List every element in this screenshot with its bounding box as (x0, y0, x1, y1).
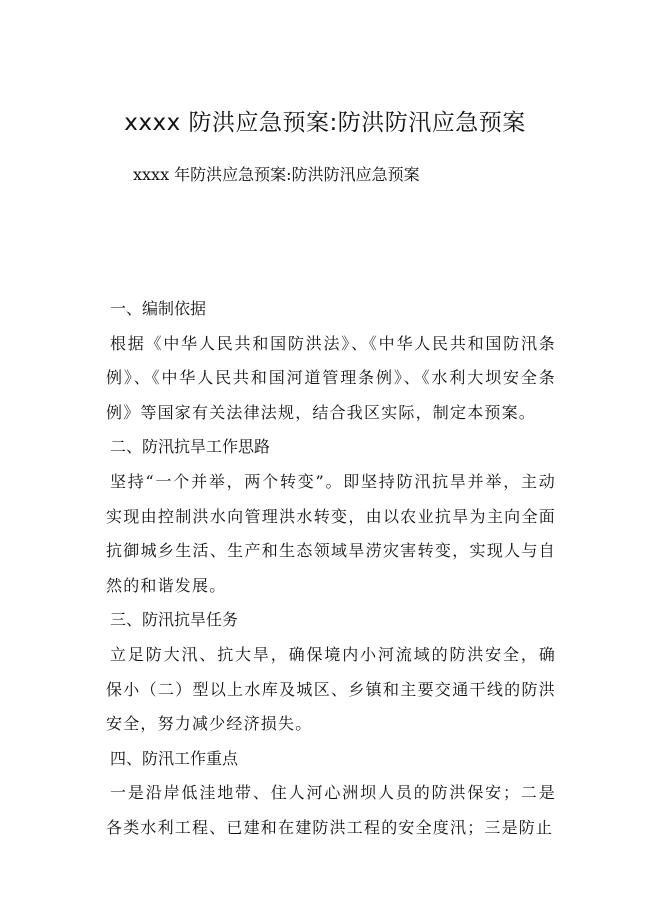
section-paragraph-approach: 坚持“一个并举，两个转变”。即坚持防汛抗旱并举，主动实现由控制洪水向管理洪水转变，由以农业抗旱为主向全面抗御城乡生活、生产和生态领域旱涝灾害转变，实现人与自然的和谐发展。 (106, 471, 556, 595)
document-body (106, 292, 556, 846)
document-title: xxxx 防洪应急预案:防洪防汛应急预案 (124, 110, 526, 136)
section-heading-basis: 一、编制依据 (110, 299, 207, 318)
section-heading-approach: 二、防汛抗旱工作思路 (110, 437, 271, 457)
section-paragraph-tasks: 立足防大汛、抗大旱，确保境内小河流域的防洪安全，确保小（二）型以上水库及城区、乡镇和主要交通干线的防洪安全，努力减少经济损失。 (106, 644, 556, 734)
section-heading-priorities: 四、防汛工作重点 (110, 748, 239, 768)
section-paragraph-basis: 根据《中华人民共和国防洪法》、《中华人民共和国防汛条例》、《中华人民共和国河道管理条例》、《水利大坝安全条例》等国家有关法律法规，结合我区实际，制定本预案。 (106, 333, 556, 422)
document-subtitle: xxxx 年防洪应急预案:防洪防汛应急预案 (133, 165, 420, 184)
section-heading-tasks: 三、防汛抗旱任务 (110, 610, 239, 630)
section-paragraph-priorities: 一是沿岸低洼地带、住人河心洲坝人员的防洪保安；二是各类水利工程、已建和在建防洪工程的安全度汛；三是防止 (106, 783, 556, 837)
